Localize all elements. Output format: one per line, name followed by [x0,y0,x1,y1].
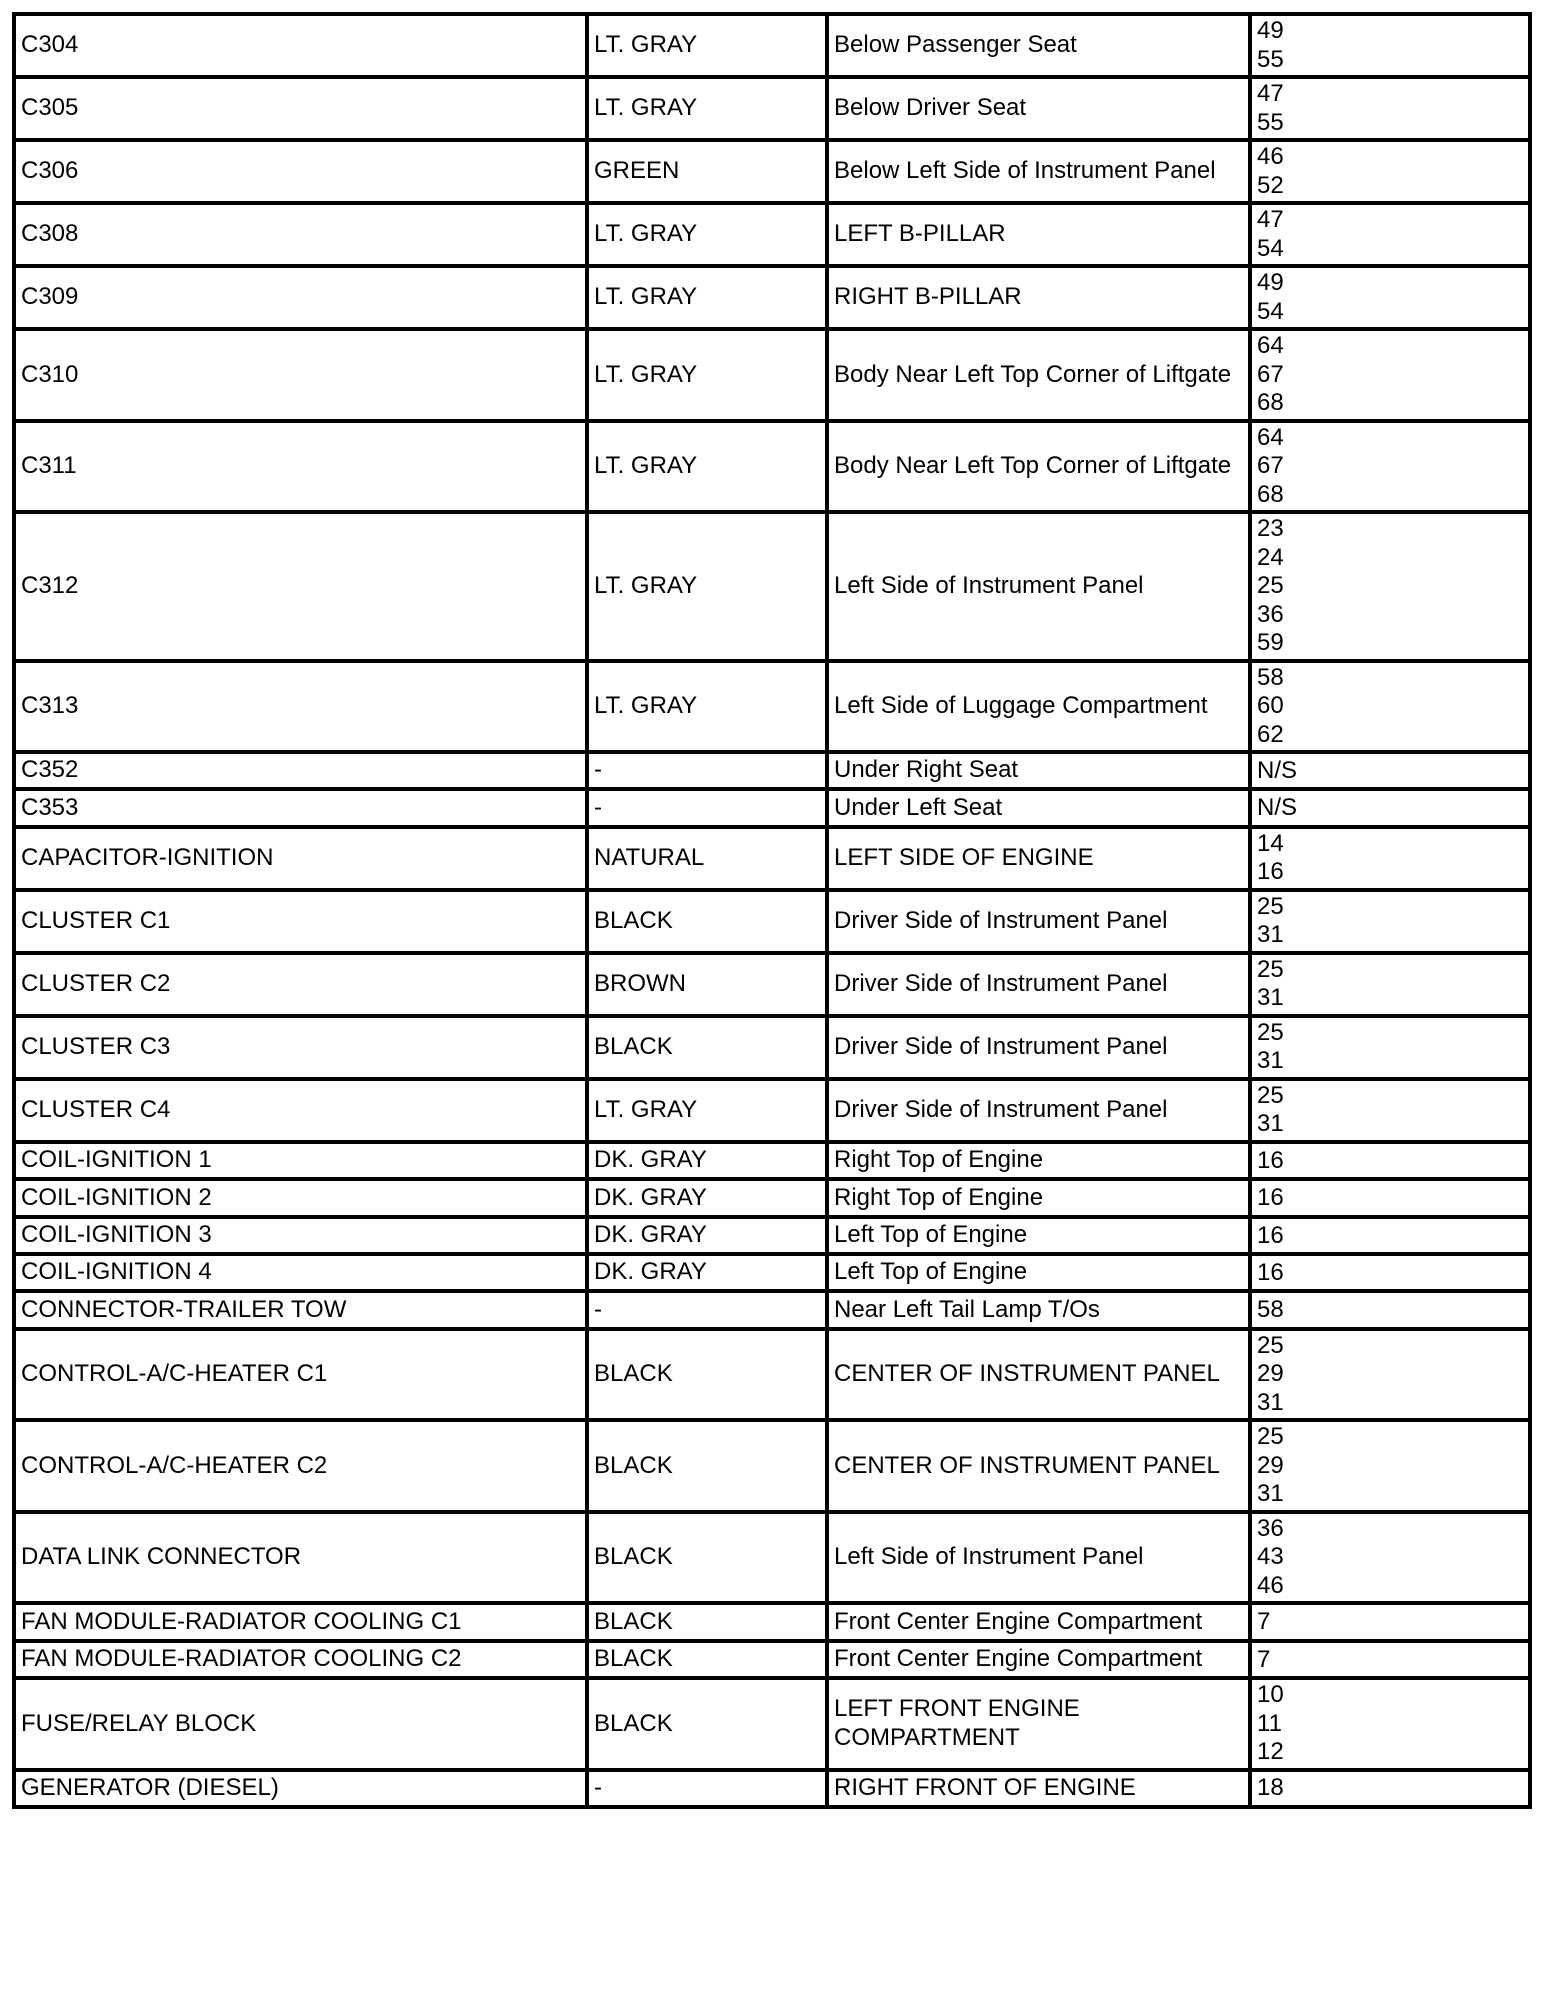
page-number: 25 [1257,892,1284,920]
connector-cell: C304 [14,14,587,77]
page-number: 14 [1257,829,1284,857]
page-number: 36 [1257,600,1284,628]
color-cell: DK. GRAY [587,1254,827,1291]
page-number: 25 [1257,955,1284,983]
table-row [14,752,1530,789]
color-cell: DK. GRAY [587,1179,827,1216]
location-cell: Driver Side of Instrument Panel [827,890,1250,953]
page-number: N/S [1257,756,1298,784]
location-cell: RIGHT B-PILLAR [827,266,1250,329]
page-number: 36 [1257,1514,1284,1542]
page-number: 54 [1257,234,1284,262]
page-number: 31 [1257,1480,1284,1508]
connector-cell: C311 [14,421,587,513]
color-cell: BLACK [587,1420,827,1512]
page-number: 68 [1257,480,1284,508]
pages-cell [1250,789,1530,826]
color-cell: DK. GRAY [587,1142,827,1179]
page-number: 29 [1257,1451,1284,1479]
page-number: 64 [1257,332,1284,359]
connector-cell: C306 [14,140,587,203]
page-number: 62 [1257,720,1284,748]
page-number: 31 [1257,984,1284,1012]
page-number: 25 [1257,1081,1284,1109]
page-number: 25 [1257,1331,1284,1359]
connector-cell: C310 [14,329,587,421]
location-cell: Left Side of Instrument Panel [827,1512,1250,1604]
table-row [14,1641,1530,1678]
location-cell: CENTER OF INSTRUMENT PANEL [827,1420,1250,1512]
table-row [14,1142,1530,1179]
location-cell: Driver Side of Instrument Panel [827,1016,1250,1079]
page-number: 31 [1257,1047,1284,1075]
pages-cell [1250,1678,1530,1770]
color-cell: LT. GRAY [587,14,827,77]
page-number: 46 [1257,1571,1284,1599]
page-number: 52 [1257,171,1284,199]
connector-cell: COIL-IGNITION 1 [14,1142,587,1179]
location-cell: Front Center Engine Compartment [827,1641,1250,1678]
color-cell: BLACK [587,1603,827,1640]
pages-cell [1250,1254,1530,1291]
page-number: 29 [1257,1360,1284,1388]
page-number: 49 [1257,269,1284,296]
location-cell: Front Center Engine Compartment [827,1603,1250,1640]
location-cell: RIGHT FRONT OF ENGINE [827,1770,1250,1807]
pages-cell [1250,1079,1530,1142]
connector-table [12,12,1532,1809]
page-number: 7 [1257,1608,1271,1636]
pages-cell [1250,1512,1530,1604]
pages-cell [1250,421,1530,513]
table-body [14,14,1530,1807]
connector-cell: C353 [14,789,587,826]
color-cell: LT. GRAY [587,661,827,753]
connector-cell: FAN MODULE-RADIATOR COOLING C1 [14,1603,587,1640]
page-number: 46 [1257,143,1284,170]
pages-cell [1250,512,1530,661]
page-number: 12 [1257,1738,1284,1766]
page-number: 31 [1257,1110,1284,1138]
page-number: 16 [1257,1221,1284,1249]
connector-cell: GENERATOR (DIESEL) [14,1770,587,1807]
location-cell: CENTER OF INSTRUMENT PANEL [827,1329,1250,1421]
page-number: 16 [1257,1184,1284,1212]
pages-cell [1250,1420,1530,1512]
location-cell: Left Side of Luggage Compartment [827,661,1250,753]
table-row [14,1254,1530,1291]
page-number: 11 [1257,1709,1282,1737]
color-cell: - [587,789,827,826]
table-row [14,1217,1530,1254]
location-cell: Right Top of Engine [827,1179,1250,1216]
location-cell: Below Passenger Seat [827,14,1250,77]
page-number: 55 [1257,108,1284,136]
color-cell: BLACK [587,1329,827,1421]
page-number: 58 [1257,663,1284,691]
color-cell: LT. GRAY [587,512,827,661]
page-number: 24 [1257,543,1284,571]
pages-cell [1250,203,1530,266]
location-cell: Under Left Seat [827,789,1250,826]
color-cell: LT. GRAY [587,266,827,329]
pages-cell [1250,77,1530,140]
connector-cell: C305 [14,77,587,140]
page-number: 67 [1257,452,1284,479]
location-cell: Body Near Left Top Corner of Liftgate [827,329,1250,421]
color-cell: DK. GRAY [587,1217,827,1254]
table-row [14,266,1530,329]
page-number: 16 [1257,1146,1284,1174]
page-number: 31 [1257,1388,1284,1416]
connector-cell: CONNECTOR-TRAILER TOW [14,1291,587,1328]
location-cell: Left Top of Engine [827,1217,1250,1254]
pages-cell [1250,1770,1530,1807]
location-cell: Left Top of Engine [827,1254,1250,1291]
location-cell: LEFT B-PILLAR [827,203,1250,266]
page-number: 10 [1257,1681,1284,1709]
color-cell: BLACK [587,890,827,953]
page-number: 54 [1257,297,1284,325]
connector-cell: COIL-IGNITION 4 [14,1254,587,1291]
page-number: 55 [1257,45,1284,73]
pages-cell [1250,14,1530,77]
page-number: 18 [1257,1774,1284,1802]
pages-cell [1250,1641,1530,1678]
page-number: 47 [1257,80,1284,107]
page-number: 43 [1257,1543,1284,1571]
page-number: 25 [1257,1423,1284,1451]
connector-cell: CLUSTER C2 [14,953,587,1016]
page-number: 31 [1257,921,1284,949]
table-row [14,890,1530,953]
page-number: 58 [1257,1296,1284,1324]
table-row [14,1291,1530,1328]
color-cell: BLACK [587,1678,827,1770]
pages-cell [1250,827,1530,890]
table-row [14,661,1530,753]
color-cell: BLACK [587,1641,827,1678]
color-cell: BLACK [587,1016,827,1079]
connector-cell: COIL-IGNITION 3 [14,1217,587,1254]
connector-cell: DATA LINK CONNECTOR [14,1512,587,1604]
location-cell: Below Driver Seat [827,77,1250,140]
color-cell: - [587,1291,827,1328]
pages-cell [1250,266,1530,329]
table-row [14,329,1530,421]
table-row [14,827,1530,890]
connector-cell: COIL-IGNITION 2 [14,1179,587,1216]
pages-cell [1250,1179,1530,1216]
table-row [14,1329,1530,1421]
connector-cell: CONTROL-A/C-HEATER C2 [14,1420,587,1512]
color-cell: LT. GRAY [587,77,827,140]
location-cell: Body Near Left Top Corner of Liftgate [827,421,1250,513]
connector-cell: C309 [14,266,587,329]
page-number: 59 [1257,629,1284,656]
connector-cell: FUSE/RELAY BLOCK [14,1678,587,1770]
connector-cell: C308 [14,203,587,266]
location-cell: LEFT FRONT ENGINE COMPARTMENT [827,1678,1250,1770]
page-number: 49 [1257,17,1284,44]
connector-cell: CLUSTER C1 [14,890,587,953]
page-number: 67 [1257,360,1284,388]
color-cell: LT. GRAY [587,421,827,513]
table-row [14,140,1530,203]
table-row [14,1079,1530,1142]
connector-cell: CONTROL-A/C-HEATER C1 [14,1329,587,1421]
table-row [14,1512,1530,1604]
page-number: 68 [1257,389,1284,416]
location-cell: Under Right Seat [827,752,1250,789]
connector-cell: CLUSTER C3 [14,1016,587,1079]
pages-cell [1250,329,1530,421]
connector-cell: C352 [14,752,587,789]
location-cell: Driver Side of Instrument Panel [827,953,1250,1016]
color-cell: - [587,1770,827,1807]
page-number: 25 [1257,1018,1284,1046]
color-cell: NATURAL [587,827,827,890]
table-row [14,1179,1530,1216]
table-row [14,203,1530,266]
location-cell: Right Top of Engine [827,1142,1250,1179]
table-row [14,1603,1530,1640]
connector-cell: CAPACITOR-IGNITION [14,827,587,890]
pages-cell [1250,661,1530,753]
page-number: 25 [1257,572,1284,599]
table-row [14,1678,1530,1770]
pages-cell [1250,1142,1530,1179]
page-number: 64 [1257,423,1284,451]
table-row [14,1016,1530,1079]
table-row [14,953,1530,1016]
pages-cell [1250,1016,1530,1079]
table-row [14,421,1530,513]
location-cell: LEFT SIDE OF ENGINE [827,827,1250,890]
pages-cell [1250,140,1530,203]
page-number: 7 [1257,1645,1271,1673]
location-cell: Below Left Side of Instrument Panel [827,140,1250,203]
location-cell: Near Left Tail Lamp T/Os [827,1291,1250,1328]
color-cell: LT. GRAY [587,203,827,266]
pages-cell [1250,1217,1530,1254]
location-cell: Driver Side of Instrument Panel [827,1079,1250,1142]
pages-cell [1250,1329,1530,1421]
table-row [14,14,1530,77]
pages-cell [1250,953,1530,1016]
color-cell: BROWN [587,953,827,1016]
pages-cell [1250,752,1530,789]
color-cell: LT. GRAY [587,1079,827,1142]
pages-cell [1250,890,1530,953]
table-row [14,512,1530,661]
table-row [14,1420,1530,1512]
table-row [14,1770,1530,1807]
connector-cell: FAN MODULE-RADIATOR COOLING C2 [14,1641,587,1678]
connector-cell: C313 [14,661,587,753]
table-row [14,77,1530,140]
pages-cell [1250,1603,1530,1640]
connector-cell: C312 [14,512,587,661]
connector-cell: CLUSTER C4 [14,1079,587,1142]
table-row [14,789,1530,826]
color-cell: BLACK [587,1512,827,1604]
page-number: 23 [1257,515,1284,542]
page-number: 60 [1257,692,1284,719]
color-cell: LT. GRAY [587,329,827,421]
pages-cell [1250,1291,1530,1328]
color-cell: GREEN [587,140,827,203]
color-cell: - [587,752,827,789]
page-number: 47 [1257,206,1284,233]
page-number: N/S [1257,794,1298,822]
page-number: 16 [1257,858,1284,886]
location-cell: Left Side of Instrument Panel [827,512,1250,661]
page-number: 16 [1257,1258,1284,1286]
